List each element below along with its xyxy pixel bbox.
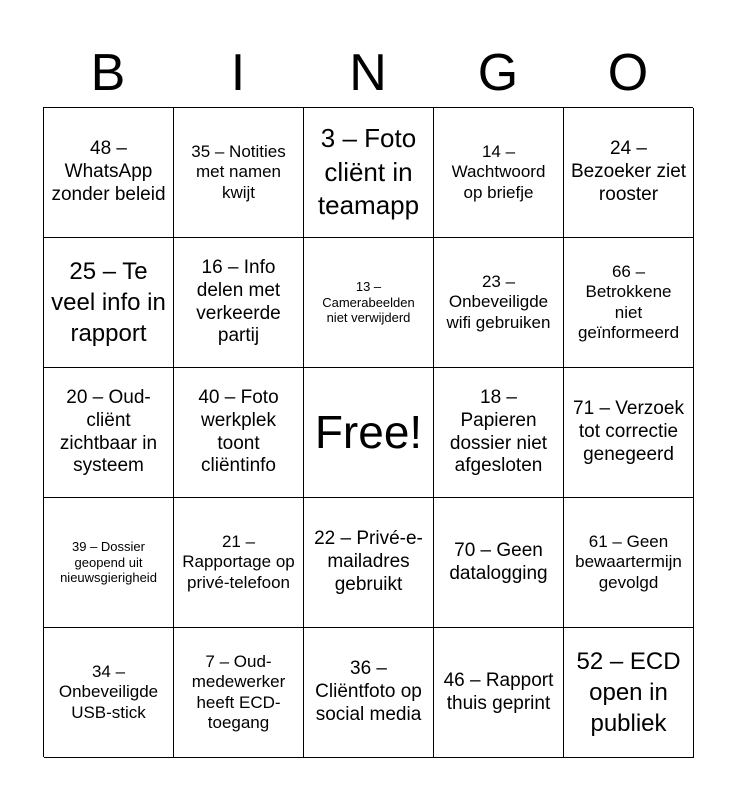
- bingo-cell[interactable]: 46 – Rapport thuis geprint: [434, 628, 564, 758]
- bingo-cell[interactable]: 61 – Geen bewaartermijn gevolgd: [564, 498, 694, 628]
- bingo-cell[interactable]: 3 – Foto cliënt in teamapp: [304, 108, 434, 238]
- bingo-cell[interactable]: 70 – Geen datalogging: [434, 498, 564, 628]
- bingo-card-grid: [43, 107, 693, 757]
- bingo-cell[interactable]: 34 – Onbeveiligde USB-stick: [44, 628, 174, 758]
- bingo-cell[interactable]: 23 – Onbeveiligde wifi gebruiken: [434, 238, 564, 368]
- header-letter-o: O: [607, 44, 649, 102]
- bingo-cell[interactable]: 36 – Cliëntfoto op social media: [304, 628, 434, 758]
- bingo-cell[interactable]: 52 – ECD open in publiek: [564, 628, 694, 758]
- bingo-cell[interactable]: 16 – Info delen met verkeerde partij: [174, 238, 304, 368]
- header-letter-n: N: [349, 44, 387, 102]
- bingo-cell[interactable]: 25 – Te veel info in rapport: [44, 238, 174, 368]
- bingo-cell[interactable]: 13 – Camerabeelden niet verwijderd: [304, 238, 434, 368]
- bingo-cell[interactable]: 14 – Wachtwoord op briefje: [434, 108, 564, 238]
- bingo-cell[interactable]: 24 – Bezoeker ziet rooster: [564, 108, 694, 238]
- bingo-cell[interactable]: 20 – Oud-cliënt zichtbaar in systeem: [44, 368, 174, 498]
- bingo-header: [43, 40, 693, 106]
- bingo-cell[interactable]: 39 – Dossier geopend uit nieuwsgierigheid: [44, 498, 174, 628]
- bingo-cell[interactable]: 48 – WhatsApp zonder beleid: [44, 108, 174, 238]
- header-letter-g: G: [477, 44, 519, 102]
- bingo-cell[interactable]: 35 – Notities met namen kwijt: [174, 108, 304, 238]
- bingo-cell[interactable]: 21 – Rapportage op privé-telefoon: [174, 498, 304, 628]
- free-space-cell[interactable]: Free!: [304, 368, 434, 498]
- header-letter-i: I: [230, 44, 246, 102]
- bingo-cell[interactable]: 40 – Foto werkplek toont cliëntinfo: [174, 368, 304, 498]
- bingo-cell[interactable]: 18 – Papieren dossier niet afgesloten: [434, 368, 564, 498]
- bingo-cell[interactable]: 66 – Betrokkene niet geïnformeerd: [564, 238, 694, 368]
- header-letter-b: B: [90, 44, 126, 102]
- bingo-cell[interactable]: 71 – Verzoek tot correctie genegeerd: [564, 368, 694, 498]
- bingo-cell[interactable]: 22 – Privé-e-mailadres gebruikt: [304, 498, 434, 628]
- bingo-cell[interactable]: 7 – Oud-medewerker heeft ECD-toegang: [174, 628, 304, 758]
